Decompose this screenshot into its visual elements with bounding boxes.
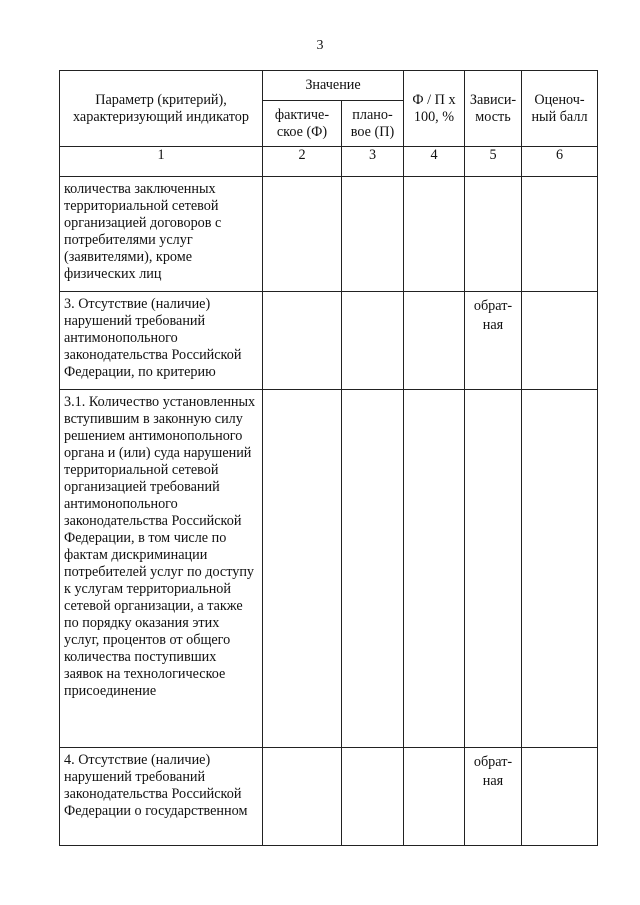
- actual-cell: [263, 177, 342, 292]
- ratio-cell: [404, 748, 465, 846]
- ratio-cell: [404, 177, 465, 292]
- score-cell: [522, 748, 598, 846]
- dependency-cell: [465, 177, 522, 292]
- parameter-cell: количества заключенных территориальной сетевой организацией договоров с потребителями услуг (заявителями), кроме физических лиц: [60, 177, 263, 292]
- score-cell: [522, 177, 598, 292]
- actual-cell: [263, 292, 342, 390]
- dependency-cell: обрат-ная: [465, 748, 522, 846]
- column-number: 3: [342, 147, 404, 177]
- actual-cell: [263, 748, 342, 846]
- header-dependency: Зависи-мость: [465, 71, 522, 147]
- column-number: 4: [404, 147, 465, 177]
- header-planned: плано-вое (П): [342, 101, 404, 147]
- table-row: [60, 292, 598, 390]
- planned-cell: [342, 177, 404, 292]
- planned-cell: [342, 748, 404, 846]
- parameter-cell: 3. Отсутствие (наличие) нарушений требований антимонопольного законодательства Российской Федерации, по критерию: [60, 292, 263, 390]
- header-actual: фактиче-ское (Ф): [263, 101, 342, 147]
- header-parameter: Параметр (критерий), характеризующий индикатор: [60, 71, 263, 147]
- column-number: 1: [60, 147, 263, 177]
- parameter-cell: 4. Отсутствие (наличие) нарушений требований законодательства Российской Федерации о государственном: [60, 748, 263, 846]
- header-ratio: Ф / П x 100, %: [404, 71, 465, 147]
- score-cell: [522, 390, 598, 748]
- ratio-cell: [404, 390, 465, 748]
- header-score: Оценоч-ный балл: [522, 71, 598, 147]
- table-row: [60, 748, 598, 846]
- criteria-table: [59, 70, 598, 846]
- dependency-cell: [465, 390, 522, 748]
- parameter-cell: 3.1. Количество установленных вступившим в законную силу решением антимонопольного органа и (или) суда нарушений территориальной сетевой организацией требований антимонопольного законодательства Российской Федерации, в том числе по фактам дискриминации потребителей услуг по доступу к услугам территориальной сетевой организации, а также по порядку оказания этих услуг, процентов от общего количества поступивших заявок на технологическое присоединение: [60, 390, 263, 748]
- planned-cell: [342, 390, 404, 748]
- dependency-cell: обрат-ная: [465, 292, 522, 390]
- header-value-group: Значение: [263, 71, 404, 101]
- column-number: 6: [522, 147, 598, 177]
- actual-cell: [263, 390, 342, 748]
- column-number-row: [60, 147, 598, 177]
- header-row-1: [60, 71, 598, 101]
- table-row: [60, 390, 598, 748]
- planned-cell: [342, 292, 404, 390]
- column-number: 5: [465, 147, 522, 177]
- score-cell: [522, 292, 598, 390]
- ratio-cell: [404, 292, 465, 390]
- column-number: 2: [263, 147, 342, 177]
- page-number: 3: [316, 38, 324, 53]
- table-row: [60, 177, 598, 292]
